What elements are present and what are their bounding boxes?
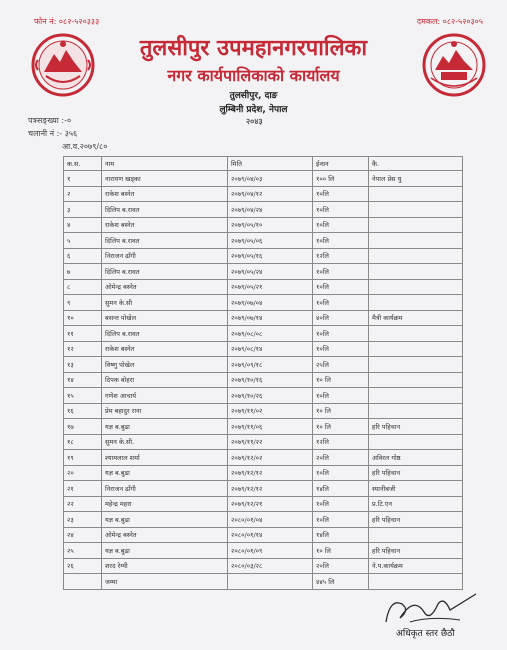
- table-row: [64, 233, 463, 249]
- cell-serial: १९: [64, 450, 102, 466]
- cell-name: यज्ञ ब.बुढा: [102, 543, 228, 559]
- table-row: [64, 248, 463, 264]
- cell-remarks: [369, 326, 463, 342]
- cell-fuel: १४लि: [313, 481, 369, 497]
- table-row: [64, 419, 463, 435]
- table-row: [64, 326, 463, 342]
- fire-number: दमकल: ०८२-५२०३०५: [416, 17, 483, 26]
- table-row: [64, 372, 463, 388]
- cell-name: नारायण खड्का: [102, 171, 228, 187]
- cell-serial: ९: [64, 295, 102, 311]
- cell-date: २०७९/०८/०८: [228, 326, 313, 342]
- cell-date: २०७९/०८/१४: [228, 341, 313, 357]
- cell-date: २०७९/०९/१८: [228, 357, 313, 373]
- cell-fuel: १०लि: [313, 512, 369, 528]
- cell-fuel: १०लि: [313, 186, 369, 202]
- cell-remarks: हरि पहिचान: [369, 512, 463, 528]
- phone-number: फोन नं: ०८२-५२०३३३: [34, 17, 100, 26]
- dispatch-number: चलानी नं :- ३५६: [28, 129, 78, 138]
- cell-remarks: [369, 233, 463, 249]
- cell-fuel: १०लि: [313, 279, 369, 295]
- cell-serial: २५: [64, 543, 102, 559]
- cell-name: राकेश बस्नेत: [102, 186, 228, 202]
- table-header-row: [64, 157, 463, 171]
- cell-remarks: [369, 388, 463, 404]
- cell-fuel: १० लि: [313, 372, 369, 388]
- cell-name: ओमेन्द्र बस्नेत: [102, 527, 228, 543]
- cell-fuel: १०लि: [313, 496, 369, 512]
- cell-fuel: १० लि: [313, 403, 369, 419]
- cell-date: २०७९/१०/१६: [228, 372, 313, 388]
- cell-date: २०७९/०५/०६: [228, 233, 313, 249]
- cell-date: २०७९/०५/२४: [228, 264, 313, 280]
- cell-fuel: २०लि: [313, 450, 369, 466]
- table-row: [64, 202, 463, 218]
- cell-fuel: ४४५ लि: [313, 574, 369, 590]
- cell-fuel: २०लि: [313, 558, 369, 574]
- cell-fuel: २५लि: [313, 357, 369, 373]
- cell-serial: २२: [64, 496, 102, 512]
- cell-name: ओमेन्द्र बस्नेत: [102, 279, 228, 295]
- cell-remarks: [369, 202, 463, 218]
- cell-name: यज्ञ ब.बुढा: [102, 419, 228, 435]
- cell-serial: ११: [64, 326, 102, 342]
- cell-name: दिलिप ब.रावत: [102, 202, 228, 218]
- cell-date: २०८०/०३/२८: [228, 558, 313, 574]
- table-row: [64, 512, 463, 528]
- cell-serial: १४: [64, 372, 102, 388]
- office-subtitle: नगर कार्यपालिकाको कार्यालय: [167, 66, 340, 85]
- cell-date: २०७९/०४/०३: [228, 171, 313, 187]
- table-row: [64, 388, 463, 404]
- cell-remarks: [369, 186, 463, 202]
- fiscal-year: आ.व.२०७९/८०: [62, 142, 108, 151]
- cell-name: राकेश बस्नेत: [102, 341, 228, 357]
- table-row: [64, 450, 463, 466]
- cell-date: २०७९/१२/२१: [228, 496, 313, 512]
- table-row: [64, 279, 463, 295]
- cell-remarks: नेपाल प्रेस यु: [369, 171, 463, 187]
- cell-date: २०७९/०४/२४: [228, 202, 313, 218]
- cell-serial: १३: [64, 357, 102, 373]
- table-row: [64, 465, 463, 481]
- table-row: [64, 496, 463, 512]
- table-row: [64, 171, 463, 187]
- cell-name: निराजन ढाँगी: [102, 481, 228, 497]
- header-serial: क.स.: [64, 157, 102, 171]
- cell-name: बसन्त पोखेल: [102, 310, 228, 326]
- cell-remarks: [369, 248, 463, 264]
- cell-date: २०८०/०१/०४: [228, 512, 313, 528]
- cell-fuel: १० लि: [313, 543, 369, 559]
- cell-date: २०७९/१२/१२: [228, 481, 313, 497]
- cell-date: २०७९/०७/१४: [228, 310, 313, 326]
- cell-fuel: १०लि: [313, 264, 369, 280]
- cell-date: [228, 574, 313, 590]
- table-row: [64, 558, 463, 574]
- cell-name: दिलिप ब.रावत: [102, 326, 228, 342]
- cell-serial: ३: [64, 202, 102, 218]
- cell-date: २०७९/१०/२६: [228, 388, 313, 404]
- table-row: [64, 481, 463, 497]
- cell-date: २०७९/१२/१२: [228, 465, 313, 481]
- cell-name: महेन्द्र महरा: [102, 496, 228, 512]
- cell-remarks: अविरल गोष्ठ: [369, 450, 463, 466]
- cell-serial: २०: [64, 465, 102, 481]
- cell-serial: २: [64, 186, 102, 202]
- cell-serial: ५: [64, 233, 102, 249]
- cell-serial: २३: [64, 512, 102, 528]
- cell-remarks: प्र.टि.एन: [369, 496, 463, 512]
- cell-remarks: [369, 527, 463, 543]
- cell-fuel: १०लि: [313, 217, 369, 233]
- table-row: [64, 341, 463, 357]
- cell-date: २०७९/०५/१६: [228, 248, 313, 264]
- cell-remarks: [369, 279, 463, 295]
- cell-name: यज्ञ ब.बुढा: [102, 465, 228, 481]
- cell-remarks: मैत्री कार्यक्रम: [369, 310, 463, 326]
- cell-remarks: स्यानीबजी: [369, 481, 463, 497]
- cell-remarks: [369, 217, 463, 233]
- cell-fuel: १२लि: [313, 434, 369, 450]
- table-row: [64, 357, 463, 373]
- cell-serial: २१: [64, 481, 102, 497]
- cell-date: २०७९/०५/१०: [228, 217, 313, 233]
- cell-fuel: १२लि: [313, 248, 369, 264]
- cell-fuel: १०लि: [313, 326, 369, 342]
- header-fuel: ईन्धन: [313, 157, 369, 171]
- table-row: [64, 434, 463, 450]
- cell-remarks: ने.प.कार्यक्रम: [369, 558, 463, 574]
- cell-remarks: [369, 403, 463, 419]
- table-row: [64, 310, 463, 326]
- cell-serial: [64, 574, 102, 590]
- table-row: [64, 217, 463, 233]
- table-body: [64, 171, 463, 590]
- table-row: [64, 295, 463, 311]
- header-remarks: कै.: [369, 157, 463, 171]
- header-date: मिति: [228, 157, 313, 171]
- cell-serial: १५: [64, 388, 102, 404]
- table-row: [64, 186, 463, 202]
- cell-serial: १२: [64, 341, 102, 357]
- cell-remarks: [369, 295, 463, 311]
- cell-remarks: हरि पहिचान: [369, 465, 463, 481]
- cell-date: २०७९/११/०२: [228, 403, 313, 419]
- cell-serial: १६: [64, 403, 102, 419]
- cell-name: सुमन के.सी: [102, 295, 228, 311]
- table-row: [64, 543, 463, 559]
- stamp-mark: २०४३: [246, 117, 263, 126]
- cell-date: २०८०/०१/०९: [228, 543, 313, 559]
- cell-fuel: १०लि: [313, 295, 369, 311]
- cell-name: दिपक बोहरा: [102, 372, 228, 388]
- cell-name: शरद रेग्मी: [102, 558, 228, 574]
- cell-name: प्रेम बहादुर राना: [102, 403, 228, 419]
- cell-remarks: हरि पहिचान: [369, 543, 463, 559]
- cell-date: २०७९/११/०६: [228, 419, 313, 435]
- cell-date: २०७९/०५/२१: [228, 279, 313, 295]
- cell-serial: ४: [64, 217, 102, 233]
- cell-name: जम्मा: [102, 574, 228, 590]
- cell-fuel: १०० लि: [313, 171, 369, 187]
- cell-fuel: १० लि: [313, 419, 369, 435]
- cell-fuel: १०लि: [313, 341, 369, 357]
- cell-remarks: [369, 264, 463, 280]
- cell-serial: २६: [64, 558, 102, 574]
- cell-serial: ८: [64, 279, 102, 295]
- cell-name: यज्ञ ब.बुढा: [102, 512, 228, 528]
- header-name: नाम: [102, 157, 228, 171]
- cell-name: निराजन ढाँगी: [102, 248, 228, 264]
- cell-remarks: [369, 341, 463, 357]
- address-city: तुलसीपुर, दाङ: [229, 91, 278, 101]
- cell-serial: १०: [64, 310, 102, 326]
- cell-serial: ६: [64, 248, 102, 264]
- cell-fuel: १४लि: [313, 527, 369, 543]
- cell-remarks: [369, 372, 463, 388]
- cell-serial: १८: [64, 434, 102, 450]
- cell-date: २०८०/०१/१४: [228, 527, 313, 543]
- cell-remarks: [369, 574, 463, 590]
- cell-fuel: १०लि: [313, 465, 369, 481]
- cell-serial: १७: [64, 419, 102, 435]
- cell-name: श्यामलाल शर्मा: [102, 450, 228, 466]
- cell-name: दिलिप ब.रावत: [102, 233, 228, 249]
- cell-date: २०७९/११/२२: [228, 434, 313, 450]
- cell-name: गणेश आचार्य: [102, 388, 228, 404]
- cell-fuel: १०लि: [313, 202, 369, 218]
- table-row: [64, 403, 463, 419]
- officer-title: अधिकृत स्तर छैठौ: [396, 629, 455, 639]
- cell-serial: ७: [64, 264, 102, 280]
- cell-fuel: १०लि: [313, 388, 369, 404]
- cell-date: २०७९/१२/०२: [228, 450, 313, 466]
- cell-remarks: हरि पहिचान: [369, 419, 463, 435]
- total-row: [64, 574, 463, 590]
- cell-serial: १: [64, 171, 102, 187]
- cell-name: दिलिप ब.रावत: [102, 264, 228, 280]
- cell-name: राकेश बस्नेत: [102, 217, 228, 233]
- cell-remarks: [369, 357, 463, 373]
- cell-fuel: १०लि: [313, 233, 369, 249]
- letter-number: पत्रसङ्ख्या :-०: [28, 116, 72, 125]
- cell-date: २०७९/०४/१२: [228, 186, 313, 202]
- table-row: [64, 264, 463, 280]
- cell-name: विष्णु पोखेल: [102, 357, 228, 373]
- cell-remarks: [369, 434, 463, 450]
- cell-serial: २४: [64, 527, 102, 543]
- municipality-title: तुलसीपुर उपमहानगरपालिका: [139, 36, 368, 61]
- fuel-table: [63, 156, 463, 590]
- table-row: [64, 527, 463, 543]
- cell-date: २०७९/०७/०४: [228, 295, 313, 311]
- cell-fuel: ४०लि: [313, 310, 369, 326]
- cell-name: सुमन के.सी.: [102, 434, 228, 450]
- address-province: लुम्बिनी प्रदेश, नेपाल: [219, 105, 288, 115]
